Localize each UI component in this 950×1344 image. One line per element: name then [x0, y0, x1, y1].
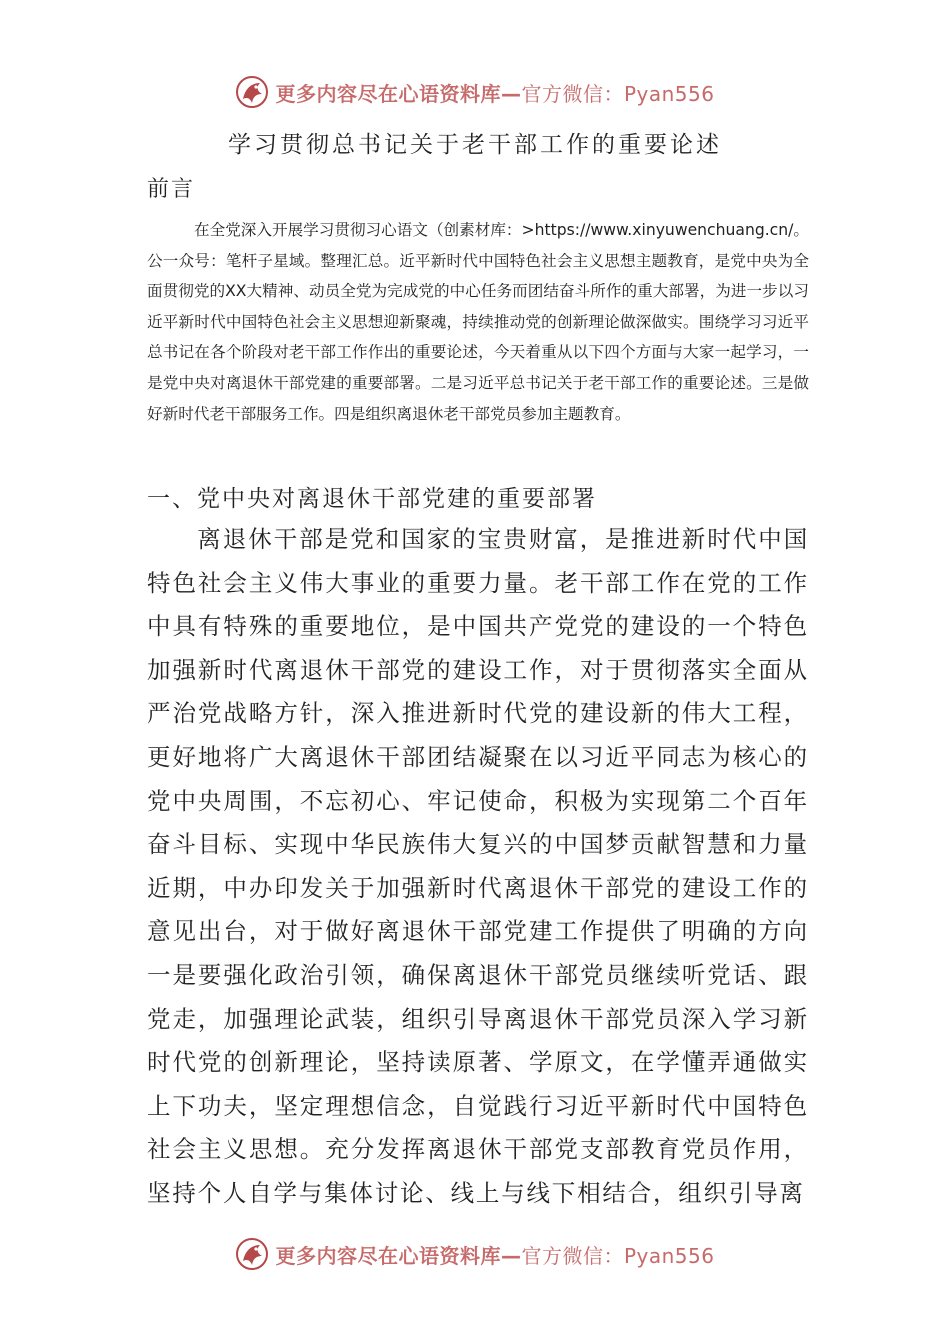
footer-watermark-banner [0, 1234, 950, 1274]
banner-text: 更多内容尽在心语资料库— [275, 1243, 522, 1268]
intro-paragraph [147, 215, 809, 429]
header-watermark-banner [0, 72, 950, 112]
section-1-heading: 一、党中央对离退休干部党建的重要部署 [147, 486, 597, 512]
preface-heading: 前言 [147, 177, 196, 202]
document-title: 学习贯彻总书记关于老干部工作的重要论述 [228, 132, 722, 158]
section-1-paragraph [147, 518, 809, 1216]
section-1-paragraph-text: 离退休干部是党和国家的宝贵财富，是推进新时代中国特色社会主义伟大事业的重要力量。老干部工作在党的工作中具有特殊的重要地位，是中国共产党党的建设的一个特色加强新时代离退休干部党的建设工作，对于贯彻落实全面从严治党战略方针，深入推进新时代党的建设新的伟大工程，更好地将广大离退休干部团结凝聚在以习近平同志为核心的党中央周围，不忘初心、牢记使命，积极为实现第二个百年奋斗目标、实现中华民族伟大复兴的中国梦贡献智慧和力量近期，中办印发关于加强新时代离退休干部党的建设工作的意见出台，对于做好离退休干部党建工作提供了明确的方向一是要强化政治引领，确保离退休干部党员继续听党话、跟党走，加强理论武装，组织引导离退休干部党员深入学习新时代党的创新理论，坚持读原著、学原文，在学懂弄通做实上下功夫，坚定理想信念，自觉践行习近平新时代中国特色社会主义思想。充分发挥离退休干部党支部教育党员作用，坚持个人自学与集体讨论、线上与线下相结合，组织引导离 [147, 525, 809, 1207]
banner-text: 更多内容尽在心语资料库— [275, 81, 522, 106]
chinese-dragon-logo-icon [235, 1237, 269, 1271]
intro-paragraph-text: 在全党深入开展学习贯彻习心语文（创素材库：>https://www.xinyuwenchuang.cn/。公一众号：笔杆子星域。整理汇总。近平新时代中国特色社会主义思想主题教育，是党中央为全面贯彻党的XX大精神、动员全党为完成党的中心任务而团结奋斗所作的重大部署，为进一步以习近平新时代中国特色社会主义思想迎新聚魂，持续推动党的创新理论做深做实。围绕学习习近平总书记在各个阶段对老干部工作作出的重要论述，今天着重从以下四个方面与大家一起学习，一是党中央对离退休干部党建的重要部署。二是习近平总书记关于老干部工作的重要论述。三是做好新时代老干部服务工作。四是组织离退休老干部党员参加主题教育。 [147, 221, 809, 423]
chinese-dragon-logo-icon [235, 75, 269, 109]
banner-wechat: 官方微信：Pyan556 [521, 1243, 715, 1268]
banner-wechat: 官方微信：Pyan556 [521, 81, 715, 106]
